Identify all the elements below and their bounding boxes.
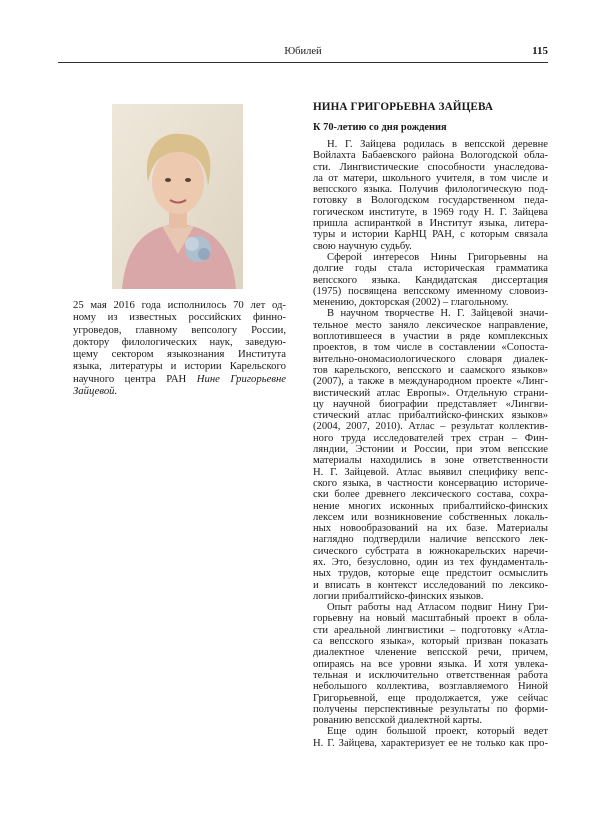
text-line: тельная и исключительно ответственная работа [313,669,548,681]
text-line: ского языка, в частности консервацию историче- [313,477,548,489]
text-line: Григорьевной, еще продолжается, уже сейчас [313,692,548,704]
text-line: вистический атлас Европы». Отдельную страни- [313,387,548,399]
text-line: лексем или возникновение собственных локаль- [313,511,548,523]
text-line: опираясь на все уровни языка. И хотя увлека- [313,658,548,670]
caption-line: ному из известных российских финно- [73,311,286,324]
text-line: ляндии, Эстонии и России, при этом вепсские [313,444,548,456]
portrait-photo [112,104,243,289]
running-header [58,44,548,60]
text-line: вепсского языка. Кандидатская диссертация [313,274,548,286]
paragraph [313,602,548,726]
text-line: наглядно подтвердили наличие вепсского лек- [313,534,548,546]
caption-line: 25 мая 2016 года исполнилось 70 лет од- [73,299,286,311]
text-line: Опыт работы над Атласом подвиг Нину Гри- [327,602,548,614]
caption-line: угроведов, главному вепсологу России, [73,323,286,336]
text-line: (1975) посвящена вепсскому именному словоиз- [313,285,548,297]
photo-caption [73,299,286,397]
text-line: ных трудов, которые еще предстоит осмыслить [313,568,548,580]
text-line: тов карельского, вепсского и саамского языков» [313,364,548,376]
text-line: нение многих исконных прибалтийско-финских [313,500,548,512]
text-line: материалы находились в зоне ответственности [313,455,548,467]
header-rule [58,62,548,63]
caption-name-italic: Нине Григорьевне [196,372,287,385]
text-line: долгие годы стала историческая грамматика [313,263,548,275]
text-line: диалектное членение вепсской речи, причем, [313,647,548,659]
text-line: воплотившееся в участии в ряде комплексных [313,331,548,343]
text-line: Еще один большой проект, который ведет [327,726,548,738]
text-line: туры и истории КарНЦ РАН, с которым связала [313,229,548,241]
text-line: ях. Это, безусловно, один из тех фундаменталь- [313,556,548,568]
caption-line: доктору филологических наук, заведую- [73,335,286,348]
text-line: и вписать в контекст исследований по лексико- [313,579,548,591]
text-line: стический атлас прибалтийско-финских языков» [313,410,548,422]
text-line: ски более древнего лексического состава, сохра- [313,489,548,501]
paragraph [313,252,548,308]
text-line: небольшого коллектива, возглавляемого Ниной [313,681,548,693]
text-line: Н. Г. Зайцевой. Атлас выявил специфику вепс- [313,466,548,478]
text-line: пришла аспиранткой в Институт языка, литера- [313,218,548,230]
text-line: горьевну на новый масштабный проект в обла- [313,613,548,625]
text-line: проектов, в том числе в составлении «Сопоста- [313,342,548,354]
text-line: готовку в Вологодском государственном педа- [313,195,548,207]
text-line: Сферой интересов Нины Григорьевны на [327,251,548,263]
caption-line: языка, литературы и истории Карельского [73,360,286,373]
caption-line [73,373,286,385]
text-line: (2004, 2007, 2010). Атлас – результат коллектив- [313,421,548,433]
text-line: Войлахта Бабаевского района Вологодской обла- [313,150,548,162]
text-line: Н. Г. Зайцева, характеризует ее не только как про- [313,737,548,749]
text-line: тельное место заняло лексическое направление, [313,319,548,331]
text-line: гогическом институте, в 1969 году Н. Г. Зайцева [313,206,548,218]
text-line: сти ареальной лингвистики – подготовку «Атла- [313,624,548,636]
text-line: свою научную судьбу. [313,240,412,252]
text-line: ных новообразований на их базе. Материалы [313,523,548,535]
text-line: получены перспективные результаты по форми- [313,703,548,715]
text-line: вительно-ономасиологического словаря диалек- [313,353,548,365]
paragraph [313,308,548,602]
paragraph [313,139,548,252]
text-line: цу научной биографии представляет «Лингви- [313,398,548,410]
section-title: Юбилей [284,46,322,57]
text-line: сического субстрата в южнокарельских наречи- [313,545,548,557]
text-line: рованию вепсской диалектной карты. [313,715,483,727]
text-line: вепсского языка. Получив филологическую под- [313,184,548,196]
text-line: Н. Г. Зайцева родилась в вепсской деревне [327,139,548,150]
text-line: са вепсского языка», который призван показать [313,636,548,648]
text-line: ла от матери, школьного учителя, в том числе и [313,172,548,184]
article-title: НИНА ГРИГОРЬЕВНА ЗАЙЦЕВА [313,101,493,113]
text-line: логии прибалтийско-финских языков. [313,590,484,602]
text-line: ного труда исследователей трех стран – Фин- [313,432,548,444]
paragraph [313,726,548,749]
article-subtitle: К 70-летию со дня рождения [313,122,447,133]
article-column [313,101,548,749]
text-line: (2007), а также в международном проекте «Линг- [313,376,548,388]
caption-line: щему сектором языкознания Института [73,348,286,360]
article-body [313,139,548,749]
caption-text: научного центра РАН [73,372,187,385]
page-number: 115 [532,45,548,57]
text-line: сти. Лингвистические способности унаследова- [313,161,548,173]
text-line: менению, докторская (2002) – глагольному. [313,297,509,309]
text-line: В научном творчестве Н. Г. Зайцевой значи- [327,308,548,320]
caption-line: Зайцевой. [73,384,118,397]
